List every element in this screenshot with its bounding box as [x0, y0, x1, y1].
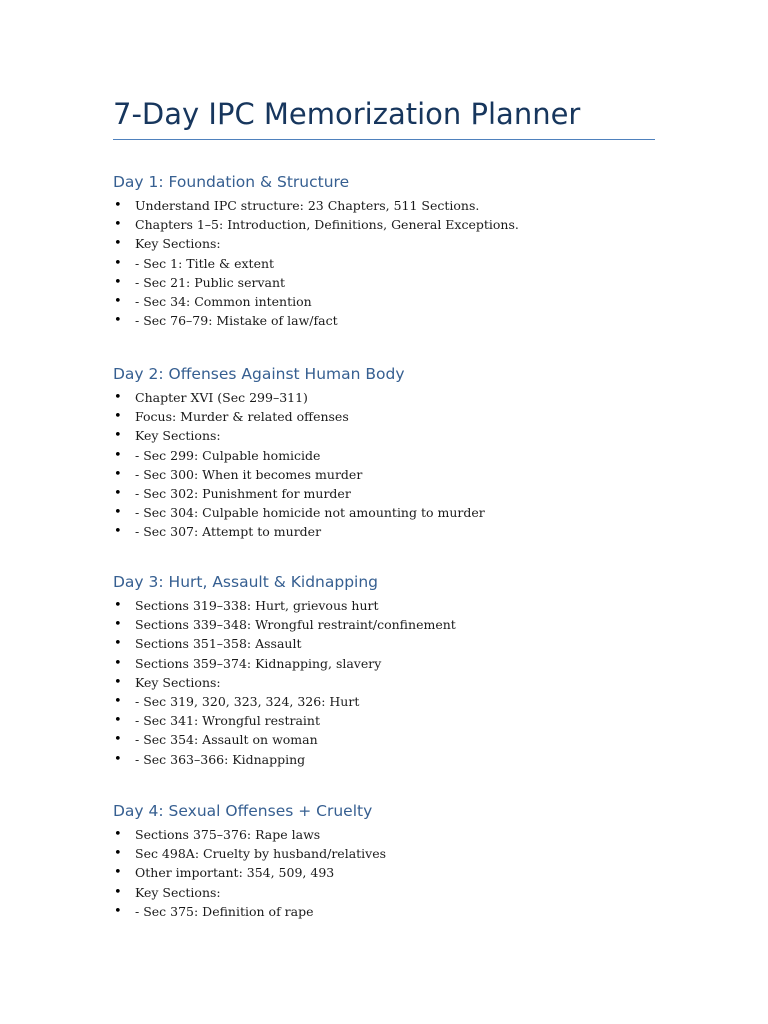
bullet-icon: • [114, 732, 122, 748]
list-item-text: Sections 339–348: Wrongful restraint/confinement [135, 617, 456, 633]
list-item-text: Key Sections: [135, 236, 221, 252]
bullet-icon: • [114, 617, 122, 633]
bullet-icon: • [114, 466, 122, 482]
bullet-icon: • [114, 485, 122, 501]
list-item [0, 446, 600, 465]
bullet-list [0, 388, 600, 542]
list-item-text: Chapters 1–5: Introduction, Definitions, General Exceptions. [135, 217, 519, 233]
list-item-text: Sections 351–358: Assault [135, 636, 302, 652]
list-item-text: - Sec 319, 320, 323, 324, 326: Hurt [135, 693, 360, 709]
list-item [0, 711, 600, 730]
bullet-icon: • [114, 293, 122, 309]
list-item-text: - Sec 34: Common intention [135, 293, 312, 309]
list-item-text: Focus: Murder & related offenses [135, 409, 349, 425]
title-underline [113, 139, 655, 140]
list-item-text: Key Sections: [135, 674, 221, 690]
list-item [0, 503, 600, 522]
list-item-text: Sections 375–376: Rape laws [135, 827, 321, 842]
list-item [0, 902, 600, 921]
bullet-icon: • [114, 255, 122, 271]
day-heading: Day 4: Sexual Offenses + Cruelty [113, 802, 373, 820]
list-item [0, 692, 600, 711]
list-item-text: - Sec 307: Attempt to murder [135, 524, 322, 540]
bullet-icon: • [114, 505, 122, 521]
bullet-icon: • [114, 865, 122, 881]
day-heading: Day 3: Hurt, Assault & Kidnapping [113, 573, 379, 591]
list-item-text: Sec 498A: Cruelty by husband/relatives [135, 846, 387, 862]
bullet-list [0, 825, 600, 921]
list-item-text: Chapter XVI (Sec 299–311) [135, 390, 308, 405]
list-item [0, 596, 600, 615]
bullet-icon: • [114, 827, 122, 842]
list-item-text: - Sec 341: Wrongful restraint [135, 713, 320, 729]
bullet-icon: • [114, 428, 122, 444]
list-item-text: Key Sections: [135, 884, 221, 900]
list-item [0, 465, 600, 484]
bullet-icon: • [114, 409, 122, 425]
list-item-text: - Sec 1: Title & extent [135, 255, 275, 271]
list-item-text: - Sec 302: Punishment for murder [135, 485, 351, 501]
bullet-icon: • [114, 390, 122, 405]
bullet-icon: • [114, 713, 122, 729]
page-title: 7-Day IPC Memorization Planner [113, 97, 581, 131]
list-item-text: - Sec 304: Culpable homicide not amounting to murder [135, 505, 485, 521]
list-item [0, 750, 600, 769]
list-item-text: Key Sections: [135, 428, 221, 444]
list-item [0, 234, 600, 253]
list-item [0, 407, 600, 426]
bullet-icon: • [114, 674, 122, 690]
bullet-icon: • [114, 198, 122, 213]
list-item [0, 196, 600, 215]
bullet-icon: • [114, 846, 122, 862]
bullet-icon: • [114, 655, 122, 671]
list-item [0, 522, 600, 541]
bullet-icon: • [114, 313, 122, 329]
bullet-icon: • [114, 236, 122, 252]
bullet-icon: • [114, 693, 122, 709]
list-item [0, 673, 600, 692]
list-item-text: - Sec 76–79: Mistake of law/fact [135, 313, 338, 329]
day-heading: Day 1: Foundation & Structure [113, 173, 350, 191]
list-item-text: - Sec 299: Culpable homicide [135, 447, 321, 463]
day-heading: Day 2: Offenses Against Human Body [113, 365, 405, 383]
bullet-icon: • [114, 884, 122, 900]
bullet-icon: • [114, 903, 122, 919]
list-item [0, 311, 600, 330]
bullet-list [0, 196, 600, 330]
list-item [0, 215, 600, 234]
bullet-icon: • [114, 447, 122, 463]
list-item-text: - Sec 21: Public servant [135, 274, 286, 290]
list-item [0, 730, 600, 749]
list-item-text: - Sec 354: Assault on woman [135, 732, 318, 748]
list-item [0, 863, 600, 882]
list-item [0, 883, 600, 902]
list-item [0, 273, 600, 292]
bullet-icon: • [114, 524, 122, 540]
bullet-icon: • [114, 274, 122, 290]
list-item [0, 825, 600, 844]
list-item [0, 844, 600, 863]
bullet-icon: • [114, 751, 122, 767]
list-item [0, 484, 600, 503]
list-item-text: - Sec 300: When it becomes murder [135, 466, 363, 482]
bullet-icon: • [114, 598, 122, 613]
bullet-list [0, 596, 600, 769]
list-item-text: - Sec 375: Definition of rape [135, 903, 314, 919]
list-item [0, 615, 600, 634]
list-item-text: Other important: 354, 509, 493 [135, 865, 335, 881]
list-item-text: Sections 319–338: Hurt, grievous hurt [135, 598, 379, 613]
list-item [0, 292, 600, 311]
bullet-icon: • [114, 217, 122, 233]
list-item [0, 254, 600, 273]
list-item-text: Sections 359–374: Kidnapping, slavery [135, 655, 382, 671]
list-item [0, 654, 600, 673]
bullet-icon: • [114, 636, 122, 652]
list-item-text: - Sec 363–366: Kidnapping [135, 751, 306, 767]
list-item-text: Understand IPC structure: 23 Chapters, 511 Sections. [135, 198, 480, 213]
list-item [0, 426, 600, 445]
list-item [0, 388, 600, 407]
list-item [0, 634, 600, 653]
